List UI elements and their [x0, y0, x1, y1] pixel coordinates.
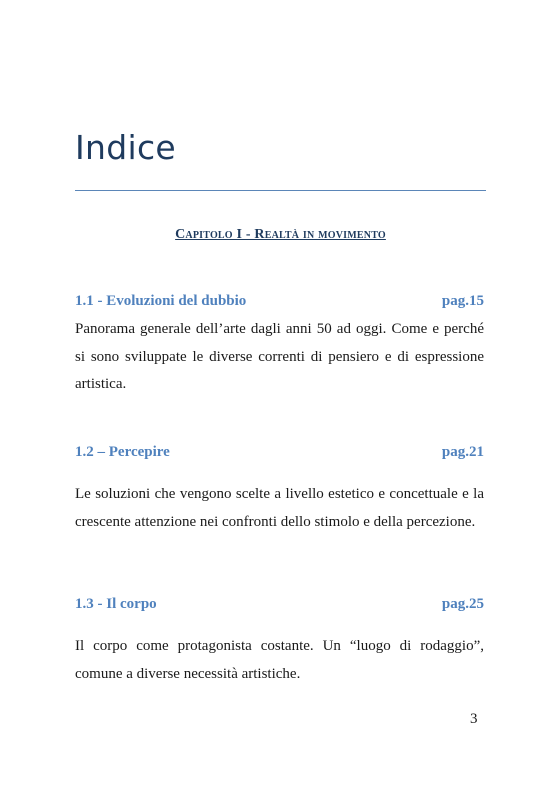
section-title: 1.2 – Percepire — [75, 444, 170, 460]
section-page-ref: pag.15 — [441, 293, 484, 309]
title-divider — [75, 190, 486, 191]
page-number: 3 — [470, 711, 478, 727]
section-description-1-3: Il corpo come protagonista costante. Un “luogo di rodaggio”, comune a diverse necessità artistiche. — [75, 638, 484, 682]
page-title: Indice — [75, 128, 177, 167]
section-title: 1.1 - Evoluzioni del dubbio — [75, 293, 247, 309]
section-page-ref: pag.25 — [441, 596, 484, 612]
section-title: 1.3 - Il corpo — [75, 596, 157, 612]
section-heading-1-2 — [75, 444, 484, 461]
section-heading-1-1 — [75, 293, 484, 310]
chapter-heading: Capitolo I - Realtà in movimento — [175, 227, 386, 242]
section-heading-1-3 — [75, 596, 484, 613]
section-description-1-2: Le soluzioni che vengono scelte a livello estetico e concettuale e la crescente attenzione nei confronti dello stimolo e della percezione. — [75, 486, 484, 530]
section-page-ref: pag.21 — [441, 444, 484, 460]
section-description-1-1: Panorama generale dell’arte dagli anni 50 ad oggi. Come e perché si sono sviluppate le diverse correnti di pensiero e di espressione artistica. — [75, 321, 484, 392]
